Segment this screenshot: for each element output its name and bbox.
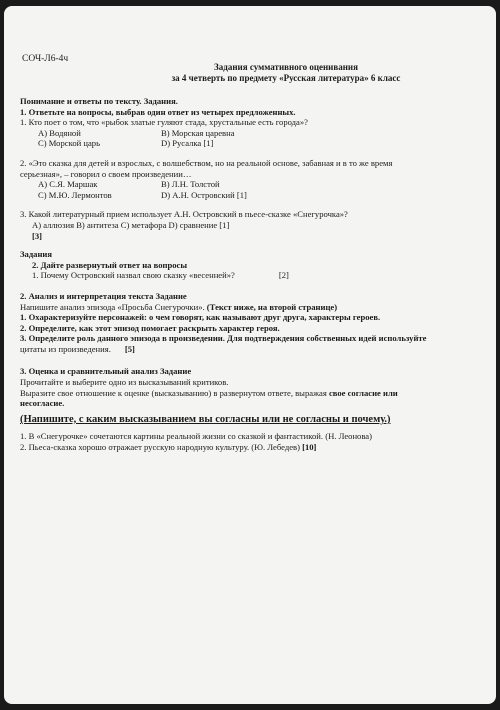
title-line-1: Задания суммативного оценивания [214, 62, 358, 72]
question-3: 3. Какой литературный прием использует А.Н. Островский в пьесе-сказке «Снегурочка»? [20, 209, 348, 220]
section2-heading: Задания [20, 249, 53, 260]
question-2-line-1: 2. «Это сказка для детей и взрослых, с волшебством, но на реальной основе, забавная и в то же время [20, 157, 393, 168]
q1-option-a: А) Водяной [38, 127, 81, 138]
section3-task-2: 2. Определите, как этот эпизод помогает раскрыть характер героя. [20, 322, 280, 333]
q2-options-row-2 [20, 190, 492, 201]
section2-instruction: 2. Дайте развернутый ответ на вопросы [32, 259, 188, 270]
section1-instruction: 1. Ответьте на вопросы, выбрав один ответ из четырех предложенных. [20, 106, 296, 117]
section1-heading: Понимание и ответы по тексту. Задания. [20, 96, 178, 106]
q2-option-a: А) С.Я. Маршак [38, 179, 98, 190]
section2-mark: [2] [278, 270, 289, 281]
section3-heading: 2. Анализ и интерпретация текста Задание [20, 290, 187, 301]
q2-options-row-1 [20, 179, 492, 190]
critic-quote-2: 2. Пьеса-сказка хорошо отражает русскую народную культуру. (Ю. Лебедев) [10] [20, 442, 317, 453]
q1-option-c: С) Морской царь [38, 138, 100, 149]
critic-quote-1: 1. В «Снегурочке» сочетаются картины реальной жизни со сказкой и фантастикой. (Н. Леонова) [20, 431, 372, 442]
question-1: 1. Кто поет о том, что «рыбок златые гуляют стада, хрустальные есть города»? [20, 117, 308, 128]
section4-mark: [10] [302, 442, 317, 453]
section4-line-2: Выразите свое отношение к оценке (высказыванию) в развернутом ответе, выражая свое согласие или [20, 387, 398, 398]
q3-options: А) аллюзия В) антитеза С) метафора D) сравнение [1] [32, 219, 230, 230]
worksheet-content [20, 52, 492, 453]
q1-options-row-2 [20, 138, 492, 149]
q1-options-row-1 [20, 128, 492, 139]
worksheet-page [4, 6, 496, 704]
section3-instruction: Напишите анализ эпизода «Просьба Снегурочки». (Текст ниже, на второй странице) [20, 301, 338, 312]
section3-task-3-cont: цитаты из произведения. [5] [20, 343, 135, 354]
q1-option-d: D) Русалка [1] [161, 138, 214, 149]
title-line-2: за 4 четверть по предмету «Русская литература» 6 класс [171, 73, 401, 83]
section3-task-3: 3. Определите роль данного эпизода в произведении. Для подтверждения собственных идей используйте [20, 333, 427, 344]
section4-heading: 3. Оценка и сравнительный анализ Задание [20, 366, 192, 377]
section1-total: [3] [32, 230, 43, 241]
document-code: СОЧ-Л6-4ч [22, 54, 69, 64]
q2-option-d: D) А.Н. Островский [1] [161, 189, 247, 200]
section2-question-1: 1. Почему Островский назвал свою сказку «весенней»? [2] [32, 270, 289, 281]
section4-emphasis: (Напишите, с каким высказыванием вы согласны или не согласны и почему.) [20, 413, 391, 425]
section4-line-1: Прочитайте и выберите одно из высказываний критиков. [20, 377, 229, 388]
q2-option-c: С) М.Ю. Лермонтов [38, 189, 112, 200]
question-2-line-2: серьезная», – говорил о своем произведении… [20, 168, 192, 179]
section4-line-3: несогласие. [20, 398, 65, 409]
q1-option-b: В) Морская царевна [161, 127, 235, 138]
section3-task-1: 1. Охарактеризуйте персонажей: о чем говорят, как называют друг друга, характеры героев. [20, 312, 381, 323]
q2-option-b: В) Л.Н. Толстой [161, 179, 220, 190]
section3-mark: [5] [124, 343, 135, 354]
